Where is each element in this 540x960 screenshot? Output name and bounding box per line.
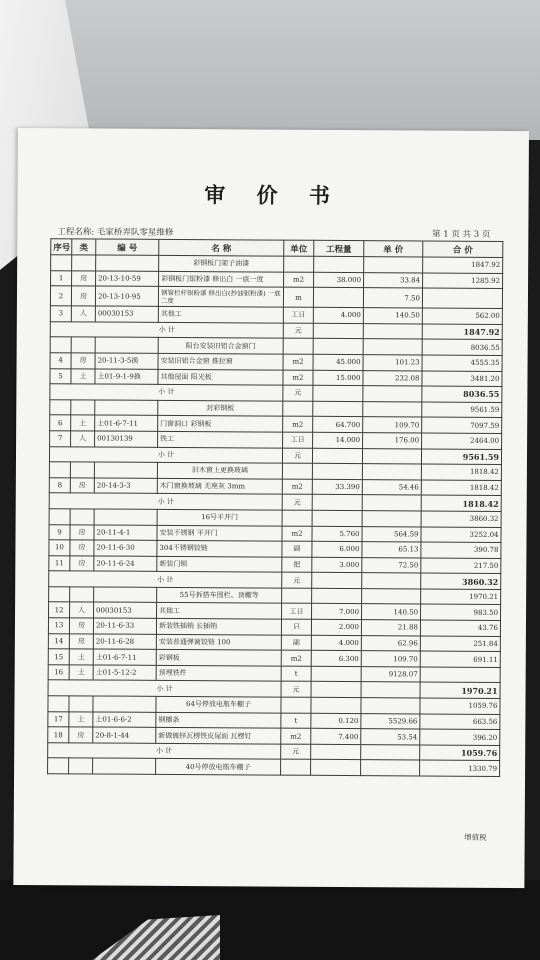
subtotal-unit: 元 (281, 744, 311, 760)
cell-unit: m2 (284, 272, 314, 288)
cell-name: 新做镀锌瓦楞铁皮屋面 瓦楞钉 (156, 728, 281, 744)
cell-code (96, 255, 159, 271)
table-row (50, 286, 502, 309)
footer-note: 增值税 (464, 832, 487, 842)
cell-quantity: 2.000 (311, 619, 361, 635)
subtotal-label: 小 计 (49, 493, 282, 510)
cell-seq: 12 (49, 602, 70, 618)
section-name: 40号停放电瓶车棚子 (156, 759, 281, 775)
cell-category: 土 (69, 665, 93, 681)
table-surface (0, 880, 540, 960)
cell-code (93, 696, 156, 712)
subtotal-total: 1847.92 (422, 324, 502, 340)
cell-quantity: 7.400 (311, 729, 361, 745)
cell-category: 土 (71, 368, 95, 384)
section-total: 1818.42 (421, 464, 501, 480)
cell-quantity: 6.300 (311, 651, 361, 667)
cell-quantity: 4.000 (311, 635, 361, 651)
cell-quantity (314, 256, 364, 272)
cell-category (69, 696, 93, 712)
cell-unit-price: 176.00 (363, 433, 422, 449)
cell-quantity: 7.000 (312, 604, 362, 620)
cell-quantity (311, 682, 361, 698)
header-total: 合 价 (423, 241, 503, 257)
cell-quantity: 15.000 (313, 370, 363, 386)
cell-category: 房 (69, 727, 93, 743)
cell-unit-price (361, 744, 420, 760)
cell-quantity (313, 339, 363, 355)
cell-amount: 691.11 (420, 651, 500, 667)
cell-amount (420, 667, 500, 683)
section-header-row (48, 758, 500, 776)
cell-category: 房 (72, 270, 96, 286)
page-number: 第 1 页 共 3 页 (431, 229, 491, 240)
cell-quantity: 64.700 (313, 417, 363, 433)
cell-unit-price (361, 682, 420, 698)
cell-unit (284, 256, 314, 272)
cell-seq: 13 (48, 618, 69, 634)
cell-seq: 15 (48, 649, 69, 665)
cell-category: 房 (70, 556, 94, 572)
cell-quantity: 45.000 (313, 354, 363, 370)
cell-category: 房 (69, 633, 93, 649)
cell-unit (282, 588, 312, 604)
section-total: 1330.79 (420, 760, 500, 776)
cell-seq (48, 758, 69, 774)
cell-name: 其他工 (157, 603, 282, 619)
subtotal-label: 小 计 (48, 680, 281, 697)
cell-unit-price (361, 698, 420, 714)
cell-name: 木门窗换玻璃 无座灰 3mm (157, 478, 282, 494)
cell-category: 土 (71, 415, 95, 431)
cell-category: 土 (69, 711, 93, 727)
header-category: 类 (72, 239, 96, 255)
subtotal-label: 小 计 (49, 446, 282, 463)
cell-category (70, 509, 94, 525)
cell-code: 20-11-6-30 (94, 540, 157, 556)
cell-unit-price: 65.13 (362, 542, 421, 558)
cell-quantity (312, 573, 362, 589)
cell-unit-price (363, 323, 422, 339)
cell-category: 房 (71, 353, 95, 369)
cell-category: 房 (70, 524, 94, 540)
cell-seq: 5 (50, 368, 71, 384)
cell-name: 门窗洞口 彩钢板 (158, 416, 283, 432)
cell-code: 土01-6-6-2 (93, 712, 156, 728)
cell-unit-price: 62.96 (361, 635, 420, 651)
subtotal-total: 1970.21 (420, 682, 500, 698)
cell-code: 土01-6-7-11 (95, 415, 158, 431)
cell-seq: 1 (51, 270, 72, 286)
cell-unit: m2 (282, 479, 312, 495)
cell-unit-price (363, 386, 422, 402)
cell-unit: m2 (283, 354, 313, 370)
cell-code (94, 587, 157, 603)
cell-amount: 1285.92 (423, 273, 503, 289)
cell-unit (283, 401, 313, 417)
cell-code (93, 758, 156, 774)
cell-quantity (312, 588, 362, 604)
cell-unit (283, 338, 313, 354)
cell-amount: 2464.00 (422, 433, 502, 449)
cell-unit: 副 (282, 541, 312, 557)
cell-unit-price: 7.50 (363, 288, 422, 308)
cell-code: 土01-9-1-9换 (95, 369, 158, 385)
cell-unit (282, 463, 312, 479)
cell-category: 人 (71, 306, 95, 322)
cell-seq: 4 (50, 353, 71, 369)
cell-unit: m2 (283, 370, 313, 386)
cell-unit-price: 109.70 (361, 651, 420, 667)
cell-seq: 2 (50, 286, 71, 306)
cell-seq (50, 399, 71, 415)
cell-seq: 16 (48, 665, 69, 681)
cell-amount: 3481.20 (422, 371, 502, 387)
cell-unit-price: 232.08 (363, 370, 422, 386)
cell-unit-price: 5529.66 (361, 713, 420, 729)
cell-name: 安装普通弹簧铰链 100 (156, 634, 281, 650)
cell-amount (422, 288, 502, 308)
subtotal-total: 8036.55 (422, 386, 502, 402)
cell-amount: 663.56 (420, 714, 500, 730)
cell-seq: 11 (49, 555, 70, 571)
section-name: 55号拆搭车围栏、顶棚等 (157, 587, 282, 603)
cell-seq: 17 (48, 711, 69, 727)
cell-quantity (313, 401, 363, 417)
cell-seq: 7 (50, 431, 71, 447)
cell-code: 20-8-1-44 (93, 727, 156, 743)
cell-amount: 1818.42 (421, 480, 501, 496)
cell-quantity: 6.000 (312, 541, 362, 557)
cell-category: 人 (71, 431, 95, 447)
section-total: 1970.21 (421, 589, 501, 605)
cell-quantity (312, 510, 362, 526)
cell-unit-price: 140.50 (363, 308, 422, 324)
cell-seq: 14 (48, 633, 69, 649)
cell-unit-price (363, 339, 422, 355)
cell-name: 其他屋面 阳光板 (158, 369, 283, 385)
section-total: 1059.76 (420, 698, 500, 714)
subtotal-unit: 元 (282, 494, 312, 510)
subtotal-unit: 元 (281, 682, 311, 698)
subtotal-unit: 元 (282, 572, 312, 588)
cell-seq: 3 (50, 306, 71, 322)
cell-unit-price (362, 495, 421, 511)
cell-amount: 396.20 (420, 729, 500, 745)
cell-unit-price: 9128.07 (361, 666, 420, 682)
cell-code (94, 509, 157, 525)
cell-name: 安装旧铝合金窗 推拉窗 (158, 353, 283, 369)
cell-code: 20-11-4-1 (94, 524, 157, 540)
cell-name: 彩钢板门银粉漆 修出白 一底一度 (159, 271, 284, 287)
cell-unit-price (364, 257, 423, 273)
cell-seq (49, 462, 70, 478)
cell-category: 房 (69, 618, 93, 634)
cell-unit (281, 760, 311, 776)
cell-quantity (313, 385, 363, 401)
subtotal-unit: 元 (283, 323, 313, 339)
document-title: 审 价 书 (204, 182, 342, 208)
cell-unit: 工日 (282, 604, 312, 620)
cell-category: 土 (69, 649, 93, 665)
price-table (47, 238, 503, 777)
cell-unit-price (362, 464, 421, 480)
cell-quantity: 4.000 (313, 307, 363, 323)
cell-quantity: 14.000 (313, 432, 363, 448)
cell-unit: m (283, 287, 313, 307)
cell-name: 钢管栏杆银粉漆 修出白(抄油银粉漆) 一底二度 (158, 287, 283, 308)
cell-unit (282, 510, 312, 526)
cell-code (95, 400, 158, 416)
cell-seq: 18 (48, 727, 69, 743)
cell-category (70, 462, 94, 478)
table-body (48, 255, 503, 777)
cell-unit-price: 72.50 (362, 557, 421, 573)
cell-code (94, 462, 157, 478)
cell-code: 20-11-6-24 (94, 556, 157, 572)
cell-amount: 562.00 (422, 308, 502, 324)
cell-name: 其他工 (158, 307, 283, 323)
cell-name: 新装门锁 (157, 556, 282, 572)
cell-category (71, 400, 95, 416)
cell-quantity (311, 760, 361, 776)
cell-quantity: 38.000 (314, 272, 364, 288)
cell-unit: m2 (282, 526, 312, 542)
header-code: 编 号 (96, 239, 159, 255)
cell-unit-price (362, 588, 421, 604)
cell-quantity: 33.390 (312, 479, 362, 495)
cell-code: 20-14-3-3 (94, 478, 157, 494)
cell-unit: t (281, 713, 311, 729)
cell-seq (49, 509, 70, 525)
cell-seq: 9 (49, 524, 70, 540)
subtotal-label: 小 计 (48, 743, 281, 760)
cell-category (72, 255, 96, 271)
cell-seq (50, 337, 71, 353)
cell-name: 钢檩条 (156, 712, 281, 728)
header-quantity: 工程量 (314, 240, 364, 256)
cell-amount: 4555.35 (422, 355, 502, 371)
cell-amount: 390.78 (421, 542, 501, 558)
subtotal-unit: 元 (282, 448, 312, 464)
cell-code: 20-13-10-95 (95, 286, 158, 306)
cell-unit-price (362, 511, 421, 527)
cell-unit-price (361, 760, 420, 776)
cell-code: 00130139 (95, 431, 158, 447)
cell-quantity (312, 463, 362, 479)
cell-unit-price: 564.59 (362, 526, 421, 542)
cell-code: 土01-6-7-11 (93, 649, 156, 665)
subtotal-label: 小 计 (50, 321, 283, 338)
cell-code: 20-11-6-28 (93, 634, 156, 650)
cell-code: 00030153 (94, 602, 157, 618)
cell-category (69, 758, 93, 774)
section-name: 彩钢板门架子油漆 (159, 255, 284, 271)
cell-quantity (311, 744, 361, 760)
cell-unit: 只 (281, 619, 311, 635)
cell-code (95, 337, 158, 353)
cell-unit (281, 697, 311, 713)
subtotal-label: 小 计 (49, 571, 282, 588)
header-unit-price: 单 价 (364, 241, 423, 257)
cell-unit: 工日 (283, 432, 313, 448)
cell-unit-price (362, 448, 421, 464)
cell-quantity: 3.000 (312, 557, 362, 573)
section-total: 1847.92 (423, 257, 503, 273)
subtotal-unit: 元 (283, 385, 313, 401)
cell-name: 铁工 (158, 431, 283, 447)
cell-unit: 把 (282, 557, 312, 573)
cell-code: 20-11-6-33 (93, 618, 156, 634)
cell-name: 新装铁插销 长插销 (156, 618, 281, 634)
project-name: 工程名称: 毛家桥弄队零星维修 (57, 227, 174, 238)
cell-unit-price: 54.46 (362, 479, 421, 495)
section-name: 封彩钢板 (158, 400, 283, 416)
cell-quantity (313, 287, 363, 307)
header-seq: 序号 (51, 239, 72, 255)
cell-quantity (312, 448, 362, 464)
cell-quantity (312, 495, 362, 511)
section-total: 3860.32 (421, 511, 501, 527)
cell-unit-price: 101.23 (363, 355, 422, 371)
cell-unit-price: 21.88 (361, 620, 420, 636)
cell-seq (51, 255, 72, 271)
cell-amount: 251.84 (420, 636, 500, 652)
cell-unit-price (362, 573, 421, 589)
cell-quantity (311, 666, 361, 682)
cell-unit: 副 (281, 635, 311, 651)
cell-amount: 7097.59 (422, 417, 502, 433)
cell-amount: 217.50 (421, 558, 501, 574)
section-total: 8036.55 (422, 339, 502, 355)
header-unit: 单位 (284, 240, 314, 256)
cell-quantity (311, 697, 361, 713)
subtotal-total: 1818.42 (421, 495, 501, 511)
subtotal-label: 小 计 (50, 384, 283, 401)
cell-seq: 10 (49, 540, 70, 556)
cell-code: 20-11-3-5换 (95, 353, 158, 369)
section-name: 旧木窗上更换玻璃 (157, 462, 282, 478)
cell-quantity: 0.120 (311, 713, 361, 729)
cell-unit-price: 53.54 (361, 729, 420, 745)
cell-code: 20-13-10-59 (96, 271, 159, 287)
cell-unit: t (281, 666, 311, 682)
cell-unit: m2 (283, 416, 313, 432)
subtotal-total: 3860.32 (421, 573, 501, 589)
cell-code: 土01-5-12-2 (93, 665, 156, 681)
cell-category (70, 587, 94, 603)
cell-unit: m2 (281, 728, 311, 744)
cell-seq (49, 587, 70, 603)
cell-unit-price: 109.70 (363, 417, 422, 433)
section-name: 16号平开门 (157, 509, 282, 525)
cell-quantity (313, 323, 363, 339)
cell-category: 房 (70, 540, 94, 556)
cell-unit-price: 33.84 (364, 272, 423, 288)
section-total: 9561.59 (422, 402, 502, 418)
cell-unit-price: 140.50 (362, 604, 421, 620)
cell-name: 安装不锈钢 平开门 (157, 525, 282, 541)
cell-amount: 43.76 (420, 620, 500, 636)
cell-seq: 8 (49, 477, 70, 493)
header-name: 名 称 (159, 239, 284, 256)
cell-category: 人 (70, 602, 94, 618)
cell-unit: m2 (281, 650, 311, 666)
cell-unit-price (363, 401, 422, 417)
cell-name: 304不锈钢铰链 (157, 540, 282, 556)
cell-name: 彩钢板 (156, 650, 281, 666)
cell-name: 预埋铁件 (156, 665, 281, 681)
cell-seq: 6 (50, 415, 71, 431)
subtotal-total: 9561.59 (421, 449, 501, 465)
cell-unit: 工日 (283, 307, 313, 323)
cell-quantity: 5.760 (312, 526, 362, 542)
document-page (13, 128, 529, 888)
subtotal-total: 1059.76 (420, 745, 500, 761)
cell-category: 房 (70, 478, 94, 494)
cell-category (71, 337, 95, 353)
cell-code: 00030153 (95, 306, 158, 322)
section-name: 64号停放电瓶车棚子 (156, 696, 281, 712)
section-name: 阳台安装旧铝合金窗门 (158, 338, 283, 354)
cell-amount: 3252.04 (421, 526, 501, 542)
cell-category: 房 (71, 286, 95, 306)
cell-amount: 983.50 (421, 604, 501, 620)
cell-seq (48, 696, 69, 712)
